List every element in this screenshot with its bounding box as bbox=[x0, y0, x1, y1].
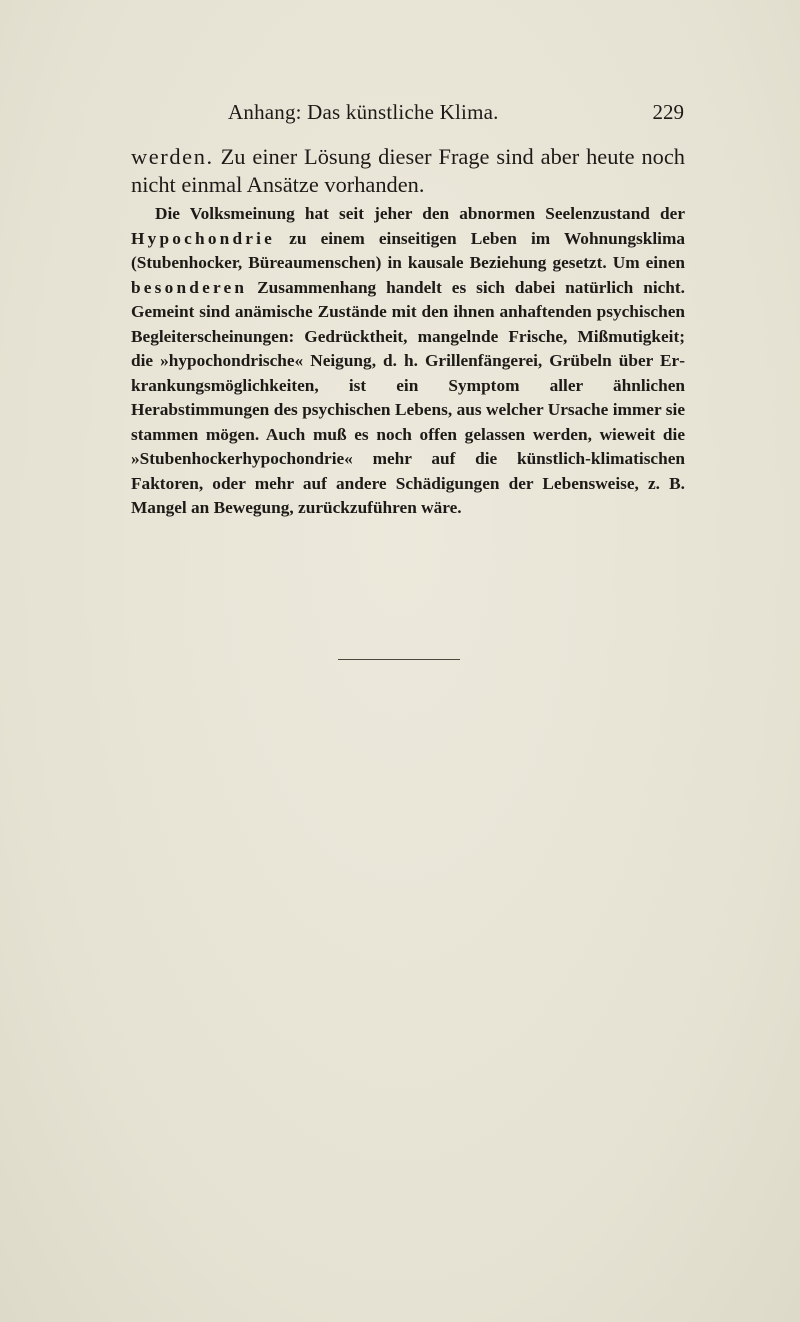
running-head bbox=[0, 100, 800, 130]
paragraph-text-part3: Zusammenhang handelt es sich dabei natürlich nicht. Gemeint sind anämische Zustände mit den ihnen anhaftenden psychischen Begleiterscheinungen: Gedrücktheit, mangelnde Frische, Mißmutigkeit; die »hypochondrische« Neigung, d. h. Grillenfängerei, Grübeln über Erkrankungsmöglichkeiten, ist ein Symptom aller ähnlichen Herabstimmungen des psychischen Lebens, aus welcher Ursache immer sie stammen mögen. Auch muß es noch offen gelassen werden, wieweit die »Stubenhockerhypochondrie« mehr auf die künstlich-klimatischen Faktoren, oder mehr auf andere Schädigungen der Lebensweise, z. B. Mangel an Bewegung, zurückzuführen wäre. bbox=[131, 277, 685, 517]
running-title: Anhang: Das künstliche Klima. bbox=[228, 100, 499, 124]
paragraph-continuation-text: Zu einer Lösung dieser Frage sind aber heute noch nicht einmal Ansätze vorhanden. bbox=[131, 144, 685, 197]
paragraph-continuation bbox=[131, 143, 685, 198]
page-number: 229 bbox=[652, 100, 684, 124]
paragraph-text-part1: Die Volksmeinung hat seit jeher den abnormen Seelenzustand der bbox=[155, 204, 685, 223]
emphasized-besonderen: besonderen bbox=[131, 277, 248, 297]
paragraph-small-print bbox=[131, 202, 685, 521]
section-end-rule bbox=[338, 659, 460, 660]
body-text bbox=[131, 143, 685, 521]
paragraph-text-part2: zu einem einseitigen Leben im Wohnungsklima (Stubenhocker, Büreaumenschen) in kausale Beziehung gesetzt. Um einen bbox=[131, 228, 685, 272]
emphasized-hypochondrie: Hypochondrie bbox=[131, 228, 276, 248]
spaced-word: werden. bbox=[131, 144, 214, 169]
